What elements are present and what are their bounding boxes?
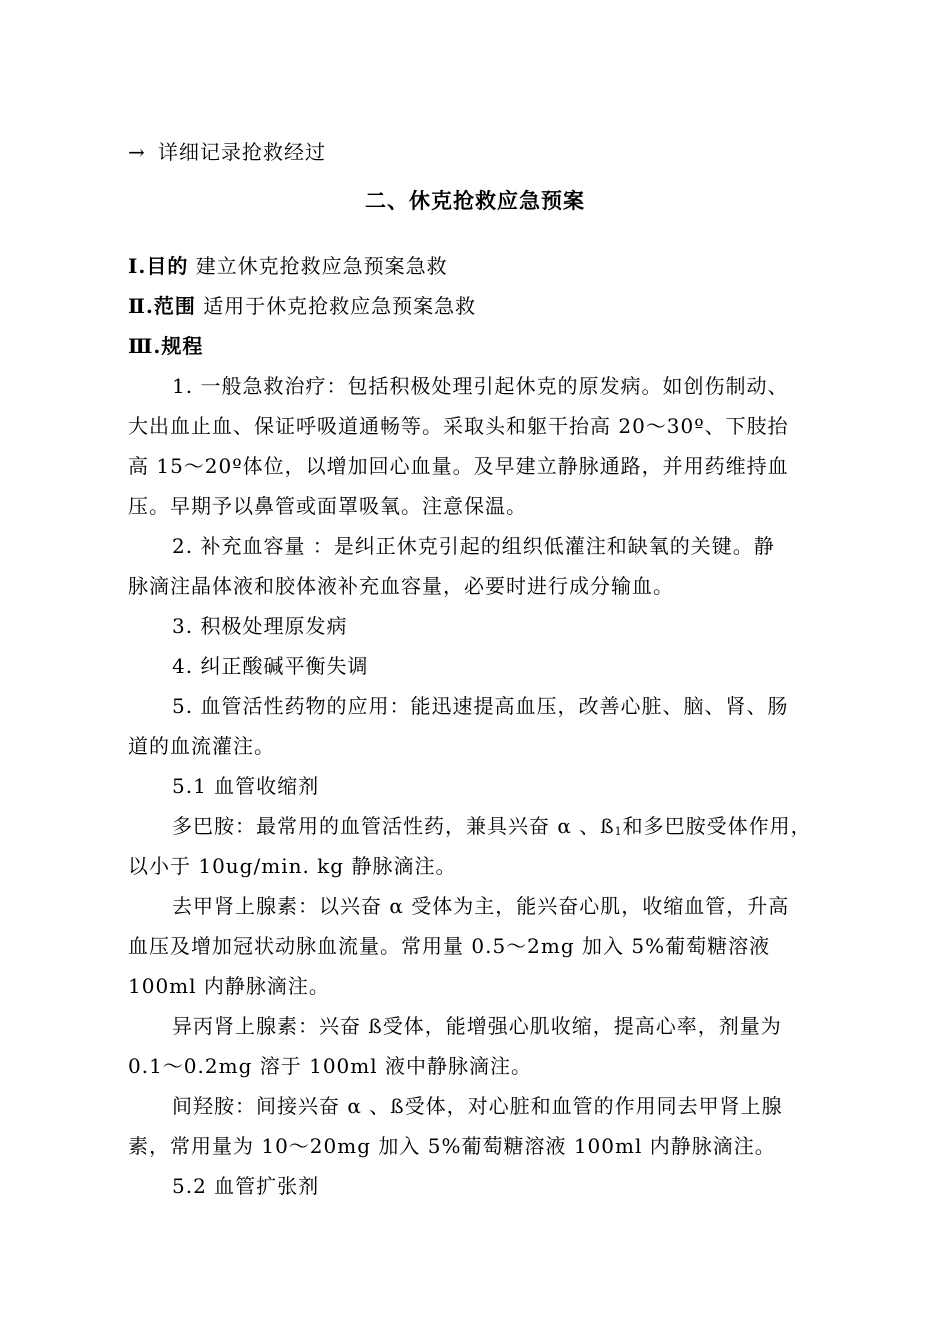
paragraph-line: 3. 积极处理原发病 [172, 614, 348, 638]
section-title: 二、休克抢救应急预案 [365, 188, 585, 213]
paragraph-line: 1. 一般急救治疗：包括积极处理引起休克的原发病。如创伤制动、 [172, 374, 789, 398]
scope-line [128, 286, 838, 326]
paragraph-line: 以小于 10ug/min. kg 静脉滴注。 [128, 854, 457, 878]
dopamine-text-after: 和多巴胺受体作用， [622, 814, 812, 838]
paragraph-line: 5. 血管活性药物的应用：能迅速提高血压，改善心脏、脑、肾、肠 [172, 694, 789, 718]
dopamine-subscript: 1 [614, 825, 623, 838]
paragraph-line: 0.1～0.2mg 溶于 100ml 液中静脉滴注。 [128, 1054, 532, 1078]
paragraph-line: 素，常用量为 10～20mg 加入 5%葡萄糖溶液 100ml 内静脉滴注。 [128, 1134, 776, 1158]
paragraph-line: 压。早期予以鼻管或面罩吸氧。注意保温。 [128, 494, 527, 518]
scope-label: Ⅱ.范围 [128, 294, 196, 318]
paragraph-line: 高 15～20º体位，以增加回心血量。及早建立静脉通路，并用药维持血 [128, 454, 789, 478]
paragraph-line: 异丙肾上腺素：兴奋 ß受体，能增强心肌收缩，提高心率，剂量为 [172, 1014, 782, 1038]
paragraph-line: 道的血流灌注。 [128, 734, 275, 758]
paragraph-line: 血压及增加冠状动脉血流量。常用量 0.5～2mg 加入 5%葡萄糖溶液 [128, 934, 771, 958]
paragraph-line: 去甲肾上腺素：以兴奋 α 受体为主，能兴奋心肌，收缩血管，升高 [172, 894, 790, 918]
arrow-icon: → [128, 140, 146, 164]
paragraph-line: 2. 补充血容量 ：是纠正休克引起的组织低灌注和缺氧的关键。静 [172, 534, 775, 558]
purpose-label: Ⅰ.目的 [128, 254, 189, 278]
subheading-vasoconstrictor: 5.1 血管收缩剂 [172, 774, 320, 798]
paragraph-line: 间羟胺：间接兴奋 α 、ß受体，对心脏和血管的作用同去甲肾上腺 [172, 1094, 783, 1118]
record-note [128, 132, 838, 172]
dopamine-line [172, 806, 838, 846]
scope-text: 适用于休克抢救应急预案急救 [203, 294, 477, 318]
subheading-vasodilator: 5.2 血管扩张剂 [172, 1174, 320, 1198]
procedure-label: Ⅲ.规程 [128, 334, 204, 358]
paragraph-line: 4. 纠正酸碱平衡失调 [172, 654, 369, 678]
purpose-line [128, 246, 838, 286]
paragraph-line: 脉滴注晶体液和胶体液补充血容量，必要时进行成分输血。 [128, 574, 674, 598]
paragraph-line: 大出血止血、保证呼吸道通畅等。采取头和躯干抬高 20～30º、下肢抬 [128, 414, 789, 438]
purpose-text: 建立休克抢救应急预案急救 [195, 254, 448, 278]
record-note-text: 详细记录抢救经过 [158, 140, 326, 164]
dopamine-text-before: 多巴胺：最常用的血管活性药，兼具兴奋 α 、ß [172, 814, 615, 838]
paragraph-line: 100ml 内静脉滴注。 [128, 974, 330, 998]
